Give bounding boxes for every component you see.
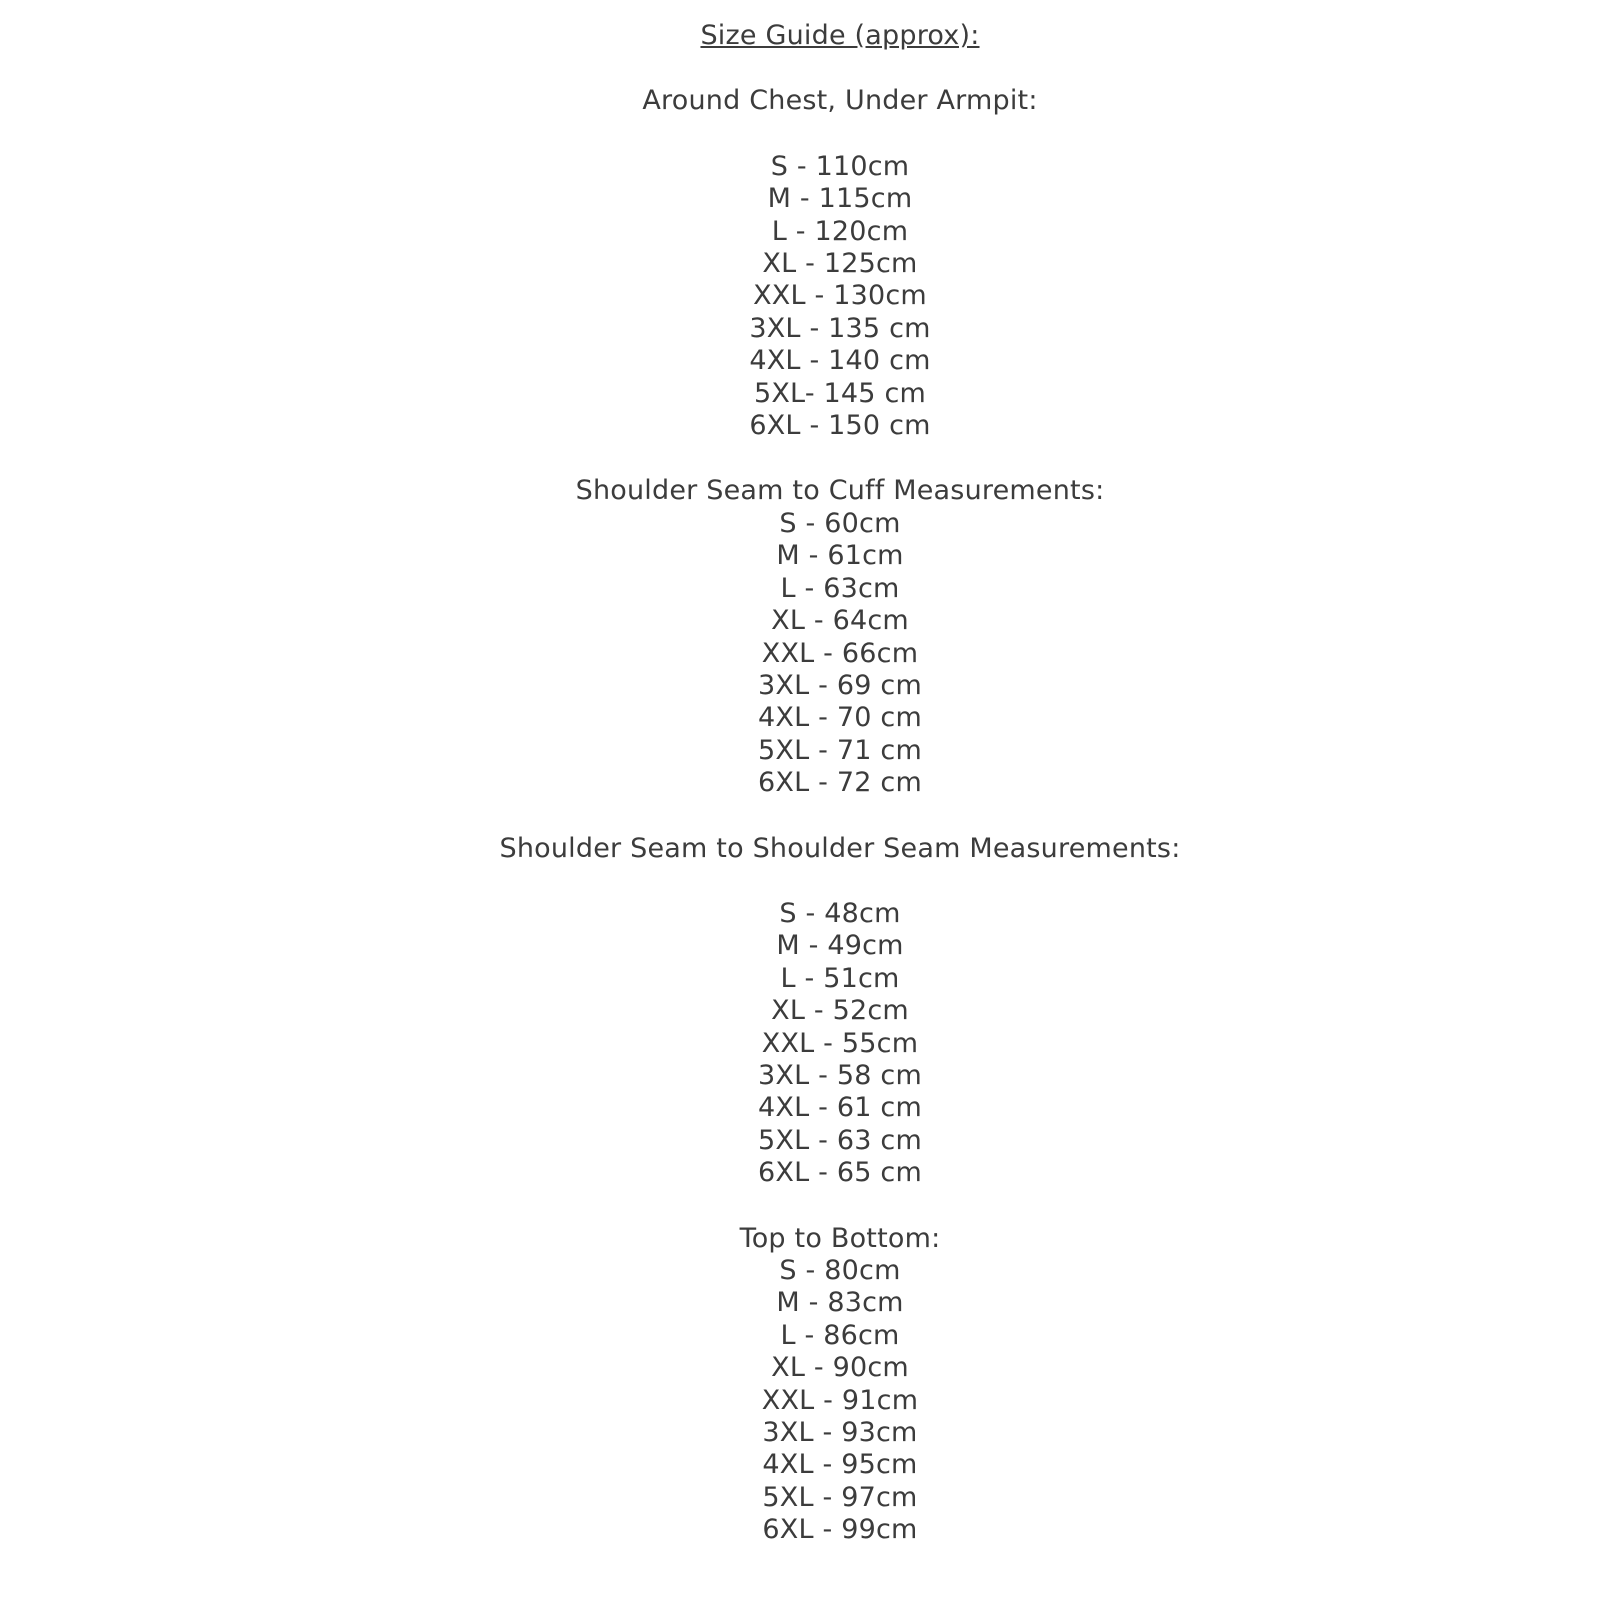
measurement-line: 3XL - 135 cm xyxy=(749,312,931,344)
measurement-line: M - 61cm xyxy=(776,540,904,572)
measurement-line: 4XL - 95cm xyxy=(762,1449,918,1481)
measurement-list xyxy=(80,898,1600,1190)
measurement-line: XL - 90cm xyxy=(771,1352,909,1384)
measurement-line: 5XL - 71 cm xyxy=(758,734,922,766)
measurement-line: XL - 125cm xyxy=(762,248,918,280)
measurement-line: XXL - 91cm xyxy=(761,1384,919,1416)
measurement-line: 4XL - 61 cm xyxy=(758,1092,922,1124)
measurement-line: 6XL - 65 cm xyxy=(758,1157,922,1189)
measurement-line: XL - 64cm xyxy=(771,605,909,637)
size-section xyxy=(80,833,1600,1190)
measurement-line: S - 48cm xyxy=(779,897,901,929)
measurement-line: 4XL - 140 cm xyxy=(749,345,931,377)
measurement-line: M - 83cm xyxy=(776,1287,904,1319)
measurement-line: L - 120cm xyxy=(771,215,909,247)
measurement-line: 6XL - 72 cm xyxy=(758,767,922,799)
section-heading: Shoulder Seam to Shoulder Seam Measurements: xyxy=(499,832,1181,864)
measurement-line: L - 51cm xyxy=(780,962,900,994)
measurement-line: S - 110cm xyxy=(770,150,910,182)
section-heading: Around Chest, Under Armpit: xyxy=(642,85,1038,117)
size-section xyxy=(80,85,1600,442)
measurement-line: M - 49cm xyxy=(776,930,904,962)
measurement-line: XXL - 66cm xyxy=(761,637,919,669)
size-section xyxy=(80,475,1600,799)
measurement-line: 4XL - 70 cm xyxy=(758,702,922,734)
measurement-line: S - 60cm xyxy=(779,507,901,539)
measurement-line: 3XL - 93cm xyxy=(762,1417,918,1449)
section-heading: Top to Bottom: xyxy=(739,1222,941,1254)
page-title: Size Guide (approx): xyxy=(700,20,980,51)
measurement-line: XXL - 130cm xyxy=(753,280,927,312)
size-sections xyxy=(80,85,1600,1546)
measurement-line: L - 86cm xyxy=(780,1319,900,1351)
measurement-line: 6XL - 150 cm xyxy=(749,410,931,442)
section-heading: Shoulder Seam to Cuff Measurements: xyxy=(575,475,1105,507)
measurement-line: 5XL - 63 cm xyxy=(758,1124,922,1156)
measurement-line: 6XL - 99cm xyxy=(762,1514,918,1546)
measurement-list xyxy=(80,151,1600,443)
measurement-line: XXL - 55cm xyxy=(761,1027,919,1059)
measurement-line: 3XL - 58 cm xyxy=(758,1059,922,1091)
measurement-line: M - 115cm xyxy=(767,183,913,215)
measurement-line: L - 63cm xyxy=(780,572,900,604)
measurement-line: 3XL - 69 cm xyxy=(758,669,922,701)
size-section xyxy=(80,1223,1600,1547)
measurement-line: S - 80cm xyxy=(779,1255,901,1286)
measurement-line: XL - 52cm xyxy=(771,995,909,1027)
measurement-line: 5XL- 145 cm xyxy=(753,377,927,409)
measurement-list xyxy=(80,508,1600,800)
measurement-list xyxy=(80,1255,1600,1547)
measurement-line: 5XL - 97cm xyxy=(762,1481,918,1513)
